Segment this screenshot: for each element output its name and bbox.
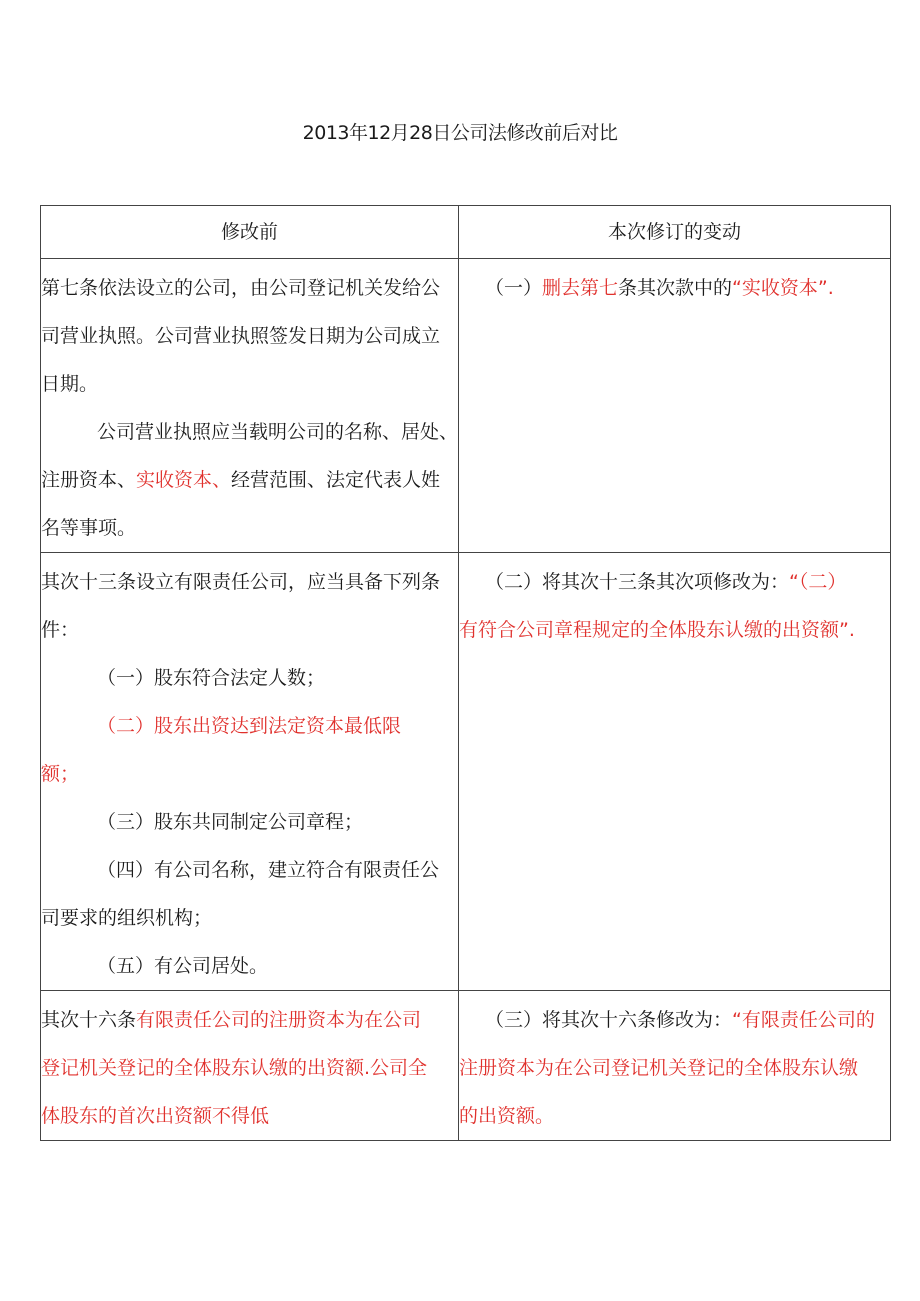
- cell-before-article-26: [41, 991, 459, 1141]
- comparison-table: [40, 205, 891, 1141]
- text-line: [41, 456, 458, 504]
- text-line: 司要求的组织机构；: [41, 907, 213, 929]
- text-line: [459, 558, 890, 606]
- text-line: 其次十三条设立有限责任公司，应当具备下列条: [41, 571, 441, 593]
- highlighted-text: 有限责任公司的注册资本为在公司: [136, 1009, 422, 1031]
- text-line: （三）股东共同制定公司章程；: [97, 811, 364, 833]
- text-line: （四）有公司名称，建立符合有限责任公: [97, 859, 440, 881]
- text-line: （一）股东符合法定人数；: [97, 667, 326, 689]
- document-title: 2013年12月28日公司法修改前后对比: [302, 122, 618, 144]
- highlighted-text: 登记机关登记的全体股东认缴的出资额.公司全: [41, 1057, 428, 1079]
- cell-before-article-7: [41, 259, 459, 553]
- text-line: （五）有公司居处。: [97, 955, 269, 977]
- highlighted-text: 删去第七: [542, 277, 619, 299]
- text-line: 第七条依法设立的公司，由公司登记机关发给公: [41, 277, 441, 299]
- text-span: 条其次款中的: [618, 277, 733, 299]
- highlighted-text: 注册资本为在公司登记机关登记的全体股东认缴: [459, 1057, 859, 1079]
- highlighted-text: 实收资本、: [136, 469, 232, 491]
- text-line: 名等事项。: [41, 517, 137, 539]
- text-line: 司营业执照。公司营业执照签发日期为公司成立: [41, 325, 441, 347]
- cell-before-article-23: [41, 553, 459, 991]
- text-line: [459, 264, 890, 312]
- text-line: 日期。: [41, 373, 99, 395]
- text-line: 公司营业执照应当载明公司的名称、居处、: [97, 421, 459, 443]
- table-row: [41, 553, 891, 991]
- text-span: 经营范围、法定代表人姓: [231, 469, 441, 491]
- text-span: 注册资本、: [41, 469, 137, 491]
- header-before: 修改前: [41, 206, 459, 259]
- text-span: （二）将其次十三条其次项修改为：: [485, 571, 790, 593]
- cell-change-2: [459, 553, 891, 991]
- text-span: （三）将其次十六条修改为：: [485, 1009, 733, 1031]
- highlighted-text: （二）股东出资达到法定资本最低限: [97, 715, 402, 737]
- highlighted-text: “有限责任公司的: [732, 1009, 875, 1031]
- table-row: [41, 991, 891, 1141]
- highlighted-text: 的出资额。: [459, 1105, 555, 1127]
- text-span: （一）: [485, 277, 543, 299]
- text-line: 件：: [41, 619, 80, 641]
- highlighted-text: 体股东的首次出资额不得低: [41, 1105, 270, 1127]
- text-line: [459, 996, 890, 1044]
- highlighted-text: 有符合公司章程规定的全体股东认缴的出资额”.: [459, 619, 855, 641]
- highlighted-text: “（二）: [789, 571, 847, 593]
- header-change: 本次修订的变动: [459, 206, 891, 259]
- text-span: 其次十六条: [41, 1009, 137, 1031]
- table-header-row: [41, 206, 891, 259]
- text-line: [41, 996, 458, 1044]
- cell-change-3: [459, 991, 891, 1141]
- highlighted-text: “实收资本”.: [732, 277, 834, 299]
- cell-change-1: [459, 259, 891, 553]
- table-row: [41, 259, 891, 553]
- highlighted-text: 额；: [41, 763, 80, 785]
